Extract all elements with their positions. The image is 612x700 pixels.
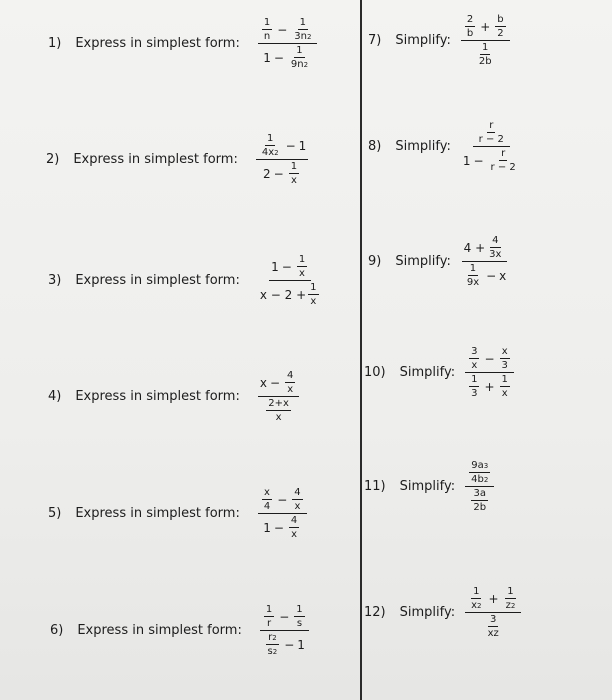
math-expression: x − $\frac{4}{x}$ $\frac{2+x}{x}$ [256,370,302,423]
problem-prompt: Express in simplest form: [75,389,240,404]
math-expression: 1 x 2 + 1 z 2 $\frac{3}{xz}$ [463,586,523,639]
math-expression: $\frac{r}{r - 2}$ 1 − $\frac{r}{r - 2}$ [462,120,516,173]
math-expression: 9a 3 4b 2 $\frac{3a}{2b}$ [463,460,496,513]
problem-prompt: Express in simplest form: [77,623,242,638]
problem-5 [48,487,309,540]
problem-number: 5) [48,506,62,521]
math-expression: $\frac{x}{4}$ − $\frac{4}{x}$ 1 − $\frac{4}{x}$ [256,487,309,540]
problem-3 [48,254,325,307]
math-expression: 1 − $\frac{1}{x}$ x − 2 + $\frac{1}{x}$ [259,254,317,307]
problem-11 [364,460,496,513]
problem-prompt: Simplify: [395,139,451,154]
math-expression: $\frac{3}{x}$ − $\frac{x}{3}$ $\frac{1}{3}$ + $\frac{1}{x}$ [463,346,516,399]
problem-number: 6) [50,623,64,638]
problem-prompt: Simplify: [399,605,456,620]
problem-number: 1) [48,36,62,51]
problem-prompt: Express in simplest form: [73,152,238,167]
problem-number: 12) [364,605,386,620]
problem-number: 4) [48,389,62,404]
problem-prompt: Express in simplest form: [75,36,240,51]
problem-10 [364,346,516,399]
problem-8 [368,120,524,173]
problem-7 [368,14,512,67]
math-expression: $\frac{1}{n}$ − 1 3n 2 1 − 1 9n 2 [256,17,320,70]
math-expression: $\frac{2}{b}$ + $\frac{b}{2}$ $\frac{1}{2b}$ [459,14,512,67]
problem-6 [50,604,311,657]
problem-number: 8) [368,139,382,154]
problem-2 [46,133,310,186]
math-expression: 1 4x 2 − 1 2 − $\frac{1}{x}$ [254,133,310,186]
problem-12 [364,586,523,639]
problem-number: 9) [368,254,382,269]
math-expression: 4 + $\frac{4}{3x}$ $\frac{1}{9x}$ − x [463,235,507,288]
math-expression: $\frac{1}{r}$ − $\frac{1}{s}$ r 2 s 2 − 1 [258,604,311,657]
problem-number: 3) [48,273,62,288]
problem-number: 10) [364,365,386,380]
problem-prompt: Simplify: [395,254,451,269]
problem-1 [48,17,319,70]
problem-prompt: Simplify: [399,479,456,494]
problem-9 [368,235,510,288]
problem-prompt: Express in simplest form: [75,273,240,288]
problem-prompt: Simplify: [395,33,451,48]
problem-prompt: Express in simplest form: [75,506,240,521]
problem-4 [48,370,301,423]
problem-number: 7) [368,33,382,48]
problem-number: 11) [364,479,386,494]
problem-number: 2) [46,152,60,167]
column-divider [360,0,362,700]
problem-prompt: Simplify: [399,365,456,380]
